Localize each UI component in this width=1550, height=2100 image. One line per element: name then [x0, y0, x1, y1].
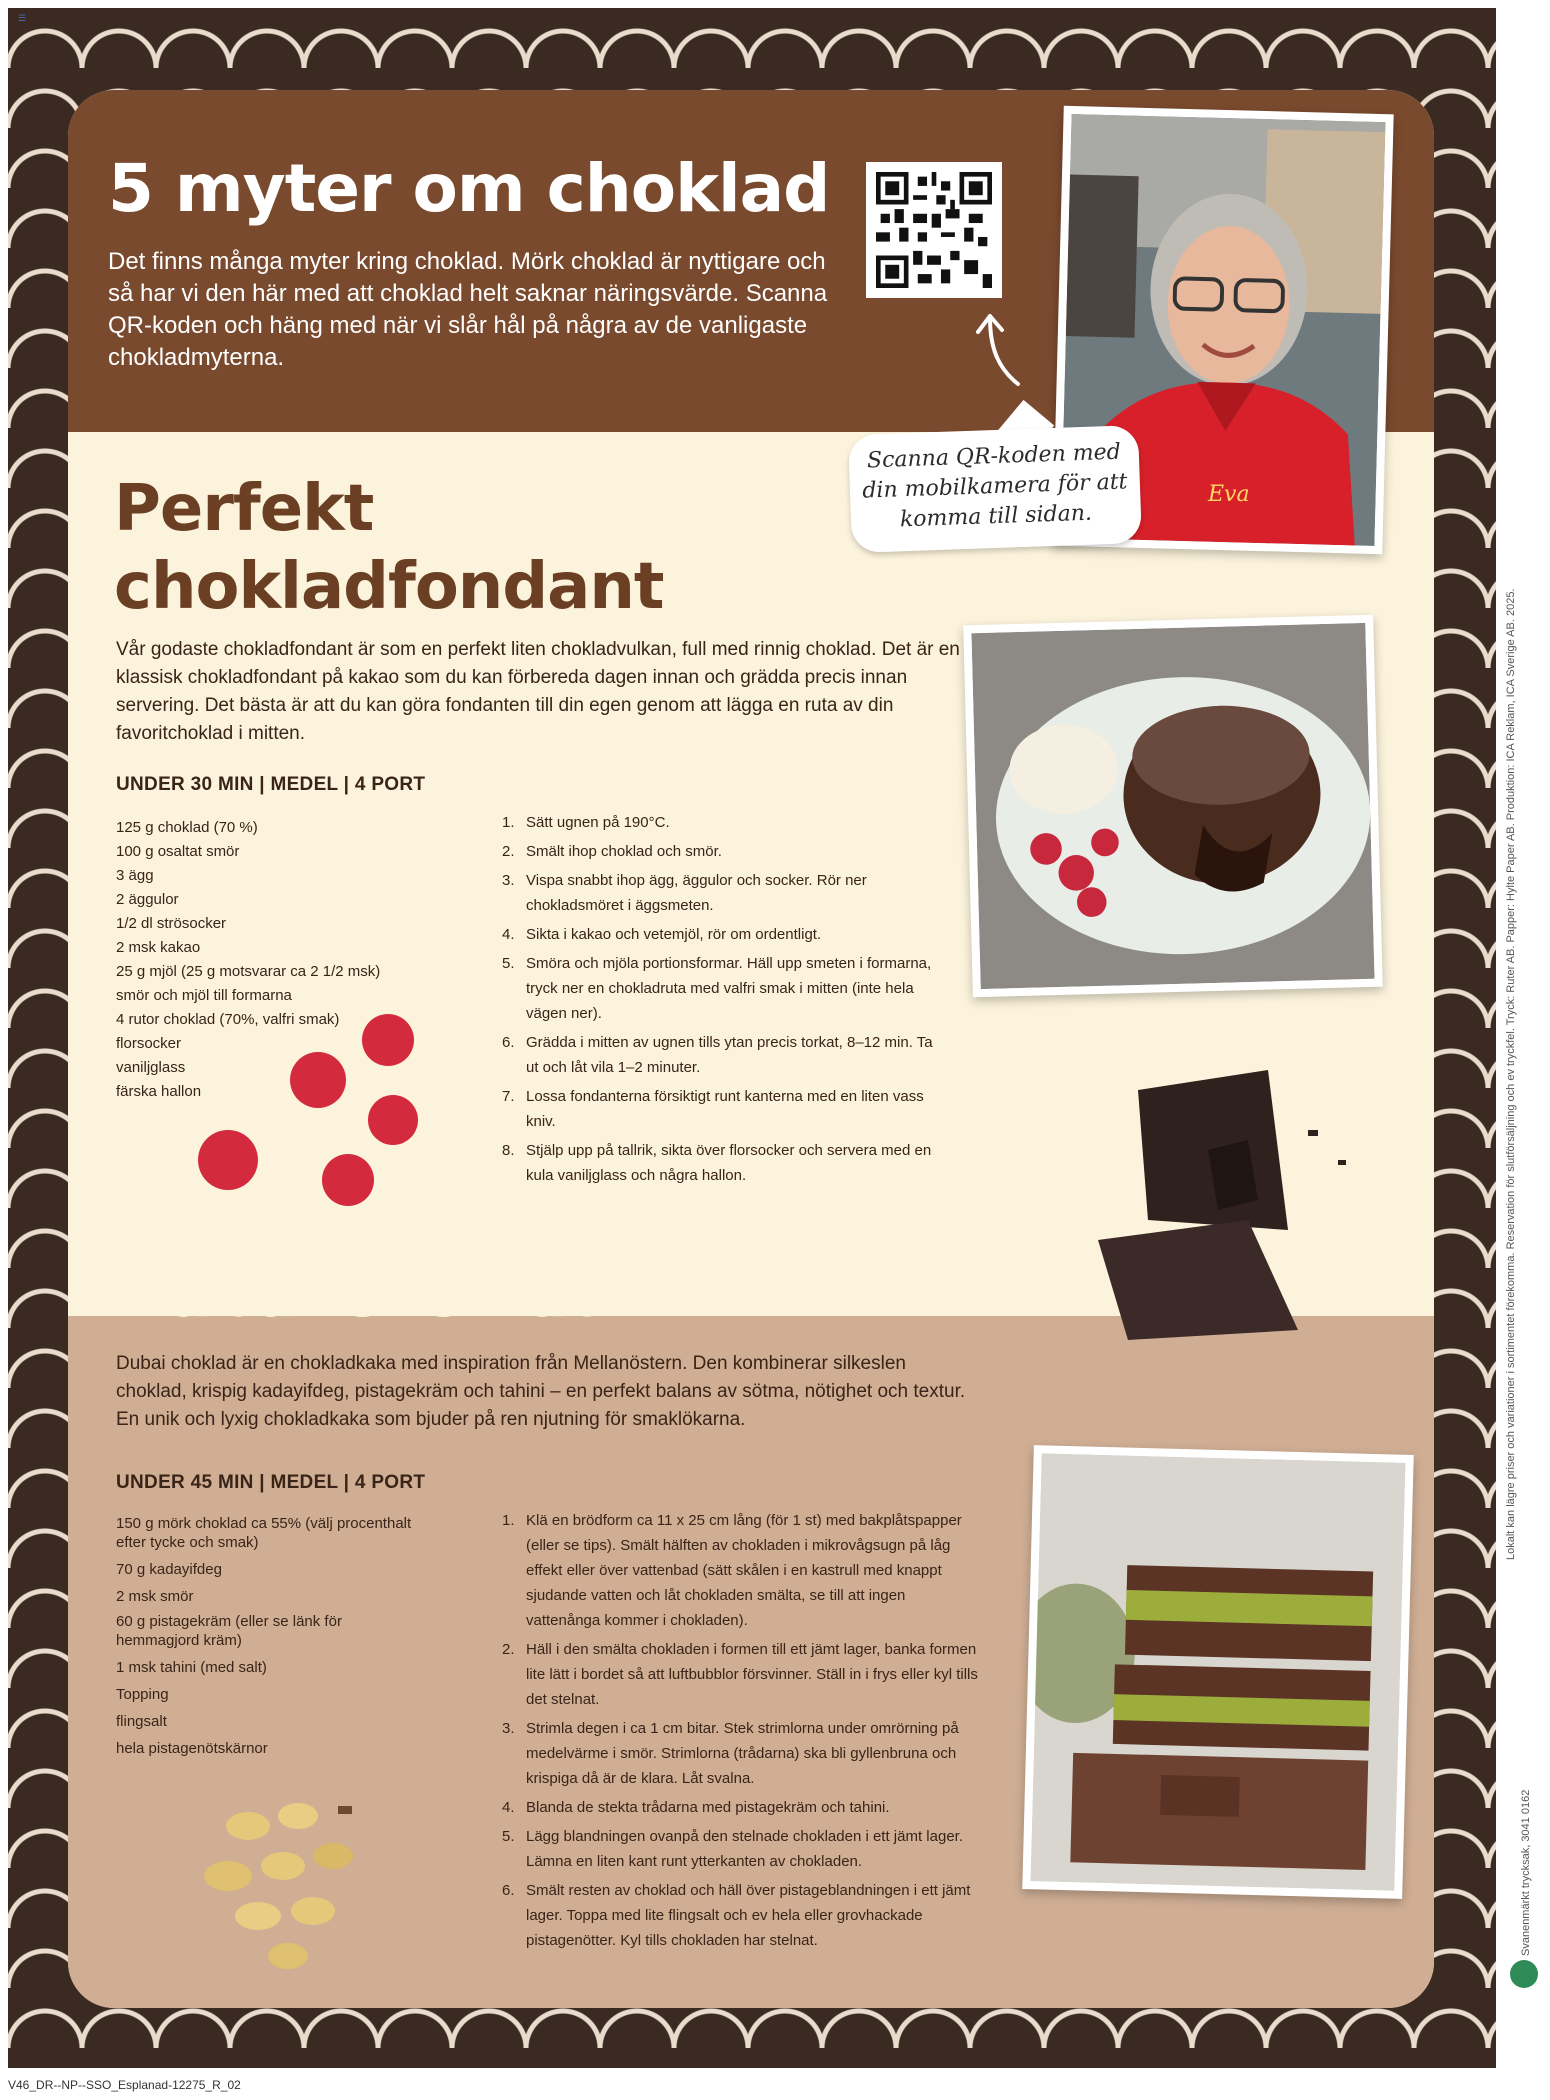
step-item: 3. Vispa snabbt ihop ägg, äggulor och socker. Rör ner chokladsmöret i äggsmeten.	[502, 872, 867, 914]
fondant-meta: UNDER 30 MIN | MEDEL | 4 PORT	[116, 774, 426, 795]
ingredient-item: 2 msk kakao	[116, 939, 201, 956]
dubai-meta: UNDER 45 MIN | MEDEL | 4 PORT	[116, 1472, 426, 1493]
myth-description: Det finns många myter kring choklad. Mörk choklad är nyttigare och så har vi den här med att choklad helt saknar näringsvärde. Scanna QR-koden och häng med när vi slår hål på några av de vanligaste chokladmyterna.	[108, 248, 828, 371]
ingredient-item: smör och mjöl till formarna	[116, 987, 292, 1004]
swan-eco-label-icon	[1510, 1960, 1538, 1988]
step-item: 1. Klä en brödform ca 11 x 25 cm lång (för 1 st) med bakplåtspapper (eller se tips). Smält hälften av chokladen i mikrovågsugn på låg effekt eller över vattenbad (sätt skålen i en kastrull med knappt sjudande vatten och låt chokladen smälta, se till att ingen vattenånga kommer i chokladen).	[502, 1512, 962, 1629]
dubai-title: Dubai choklad	[114, 1258, 614, 1332]
ingredient-item: 25 g mjöl (25 g motsvarar ca 2 1/2 msk)	[116, 963, 381, 980]
fondant-intro: Vår godaste chokladfondant är som en perfekt liten chokladvulkan, full med rinnig choklad. Det är en klassisk chokladfondant på kakao som du kan förbereda dagen innan och grädda precis innan servering. Det bästa är att du kan göra fondanten till din egen genom att lägga en ruta av din favoritchoklad i mitten.	[116, 639, 960, 744]
dubai-ingredients	[116, 1514, 416, 1761]
dubai-chocolate-illustration	[1030, 1453, 1405, 1890]
step-item: 5. Lägg blandningen ovanpå den stelnade chokladen i ett jämt lager. Lämna en liten kant runt ytterkanten av chokladen.	[502, 1828, 963, 1870]
ingredient-item: 1/2 dl strösocker	[116, 915, 227, 932]
step-item: 7. Lossa fondanterna försiktigt runt kanterna med en liten vass kniv.	[502, 1088, 924, 1130]
step-item: 5. Smöra och mjöla portionsformar. Häll upp smeten i formarna, tryck ner en chokladruta med valfri smak i mitten (inte hela vägen ner).	[502, 955, 932, 1022]
dubai-intro: Dubai choklad är en chokladkaka med inspiration från Mellanöstern. Den kombinerar silkeslen choklad, krispig kadayifdeg, pistagekräm och tahini – en perfekt balans av sötma, nötighet och textur. En unik och lyxig chokladkaka som bjuder på ren njutning för smaklökarna.	[116, 1353, 966, 1430]
ingredient-item: 2 msk smör	[116, 1588, 194, 1605]
ingredient-item: flingsalt	[116, 1713, 167, 1730]
photo-dubai-chocolate	[1022, 1445, 1413, 1899]
ingredient-item: 4 rutor choklad (70%, valfri smak)	[116, 1011, 340, 1028]
fondant-plate-illustration	[971, 623, 1374, 989]
step-item: 4. Sikta i kakao och vetemjöl, rör om ordentligt.	[502, 926, 822, 943]
ingredient-item: 125 g choklad (70 %)	[116, 819, 258, 836]
name-tag: Eva	[1208, 482, 1250, 507]
photo-fondant	[963, 615, 1383, 998]
fondant-steps	[502, 810, 942, 1192]
dubai-steps	[502, 1508, 982, 1957]
ingredient-item: 60 g pistagekräm (eller se länk för hemmagjord kräm)	[116, 1613, 342, 1649]
menu-icon[interactable]: ☰	[18, 13, 27, 23]
ingredient-item: 3 ägg	[116, 867, 154, 884]
step-item: 4. Blanda de stekta trådarna med pistagekräm och tahini.	[502, 1799, 890, 1816]
ingredient-item: vaniljglass	[116, 1059, 186, 1076]
ingredient-item: 70 g kadayifdeg	[116, 1561, 222, 1578]
ingredient-item: 2 äggulor	[116, 891, 179, 908]
chocolate-pieces-decoration	[1088, 1070, 1388, 1350]
ingredient-item: 150 g mörk choklad ca 55% (välj procenthalt efter tycke och smak)	[116, 1515, 412, 1551]
arrow-up-icon	[968, 308, 1038, 388]
pistachio-nuts-decoration	[188, 1786, 378, 1986]
fondant-title: Perfekt chokladfondant	[114, 472, 664, 624]
step-item: 1. Sätt ugnen på 190°C.	[502, 814, 670, 831]
step-item: 6. Grädda i mitten av ugnen tills ytan precis torkat, 8–12 min. Ta ut och låt vila 1–2 minuter.	[502, 1034, 933, 1076]
myth-title: 5 myter om choklad	[108, 150, 830, 227]
step-item: 3. Strimla degen i ca 1 cm bitar. Stek strimlorna under omrörning på medelvärme i smör. Strimlorna (trådarna) ska bli gyllenbruna och krispiga då är de klara. Låt svalna.	[502, 1720, 959, 1787]
step-item: 2. Häll i den smälta chokladen i formen till ett jämt lager, banka formen lite lätt i bordet så att luftbubblor försvinner. Ställ in i frys eller kyl tills det stelnat.	[502, 1641, 978, 1708]
step-item: 6. Smält resten av choklad och häll över pistageblandningen i ett jämt lager. Toppa med lite flingsalt och ev hela eller grovhackade pistagenötter. Kyl tills chokladen har stelnat.	[502, 1882, 971, 1949]
raspberries-decoration	[188, 1010, 438, 1250]
step-item: 8. Stjälp upp på tallrik, sikta över florsocker och servera med en kula vaniljglass och några hallon.	[502, 1142, 932, 1184]
qr-code[interactable]	[866, 162, 1002, 298]
ingredient-item: florsocker	[116, 1035, 182, 1052]
recipe-card	[68, 90, 1434, 2008]
ingredient-item: 100 g osaltat smör	[116, 843, 240, 860]
qr-code-graphic	[876, 172, 992, 288]
eco-label-text: Svanenmärkt trycksak, 3041 0162	[1520, 1789, 1532, 1956]
step-item: 2. Smält ihop choklad och smör.	[502, 843, 722, 860]
speech-bubble: Scanna QR-koden med din mobilkamera för att komma till sidan.	[848, 425, 1142, 553]
legal-text: Lokalt kan lägre priser och variationer i sortimentet förekomma. Reservation för slutförsäljning och ev tryckfel. Tryck: Ruter AB. Papper: Hylte Paper AB. Produktion: ICA Reklam, ICA Sverige AB. 2025.	[1505, 588, 1517, 1560]
ingredient-item: färska hallon	[116, 1083, 202, 1100]
ingredient-item: Topping	[116, 1686, 169, 1703]
ingredient-item: 1 msk tahini (med salt)	[116, 1659, 267, 1676]
ingredient-item: hela pistagenötskärnor	[116, 1740, 268, 1757]
print-code: V46_DR--NP--SSO_Esplanad-12275_R_02	[8, 2078, 241, 2092]
